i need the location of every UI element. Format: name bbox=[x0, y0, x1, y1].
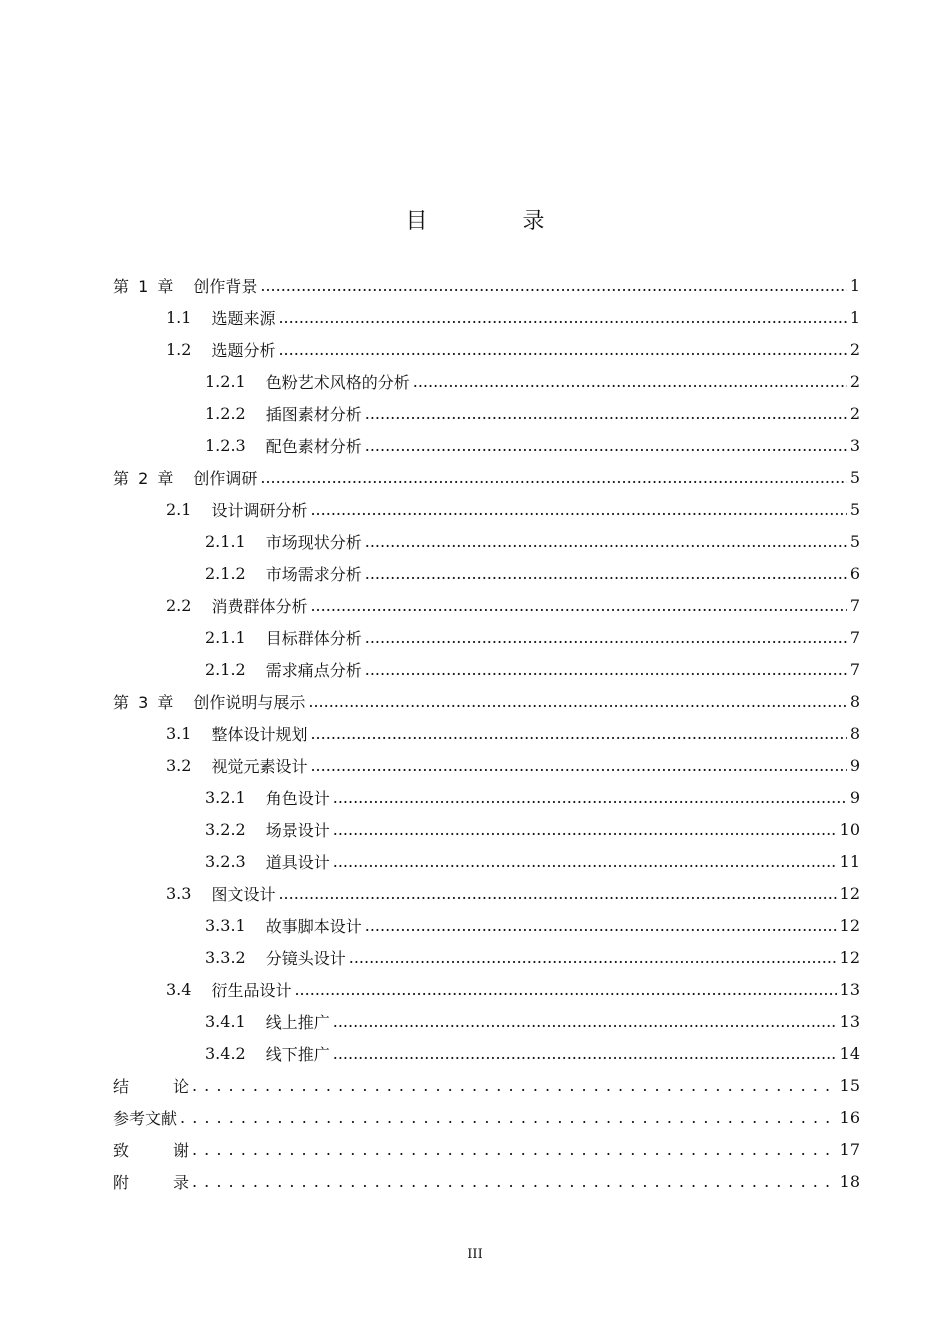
toc-entry[interactable] bbox=[113, 621, 860, 653]
toc-entry-page: 18 bbox=[839, 1171, 860, 1191]
toc-entry-page: 7 bbox=[849, 659, 860, 679]
dot-leader bbox=[365, 653, 847, 685]
toc-entry-page: 9 bbox=[849, 755, 860, 775]
toc-entry[interactable] bbox=[113, 941, 860, 973]
toc-entry-number: 3.1 bbox=[166, 723, 192, 743]
toc-entry-number: 2.1.1 bbox=[205, 531, 246, 551]
toc-entry-number: 1.2.1 bbox=[205, 371, 246, 391]
dot-leader bbox=[365, 909, 837, 941]
toc-entry-label: 道具设计 bbox=[265, 852, 330, 872]
dot-leader bbox=[333, 845, 837, 877]
toc-entry-label: 色粉艺术风格的分析 bbox=[265, 372, 410, 392]
toc-entry-page: 12 bbox=[839, 915, 860, 935]
toc-entry-number: 2.1 bbox=[166, 499, 192, 519]
dot-leader bbox=[310, 493, 846, 525]
toc-entry[interactable] bbox=[113, 845, 860, 877]
toc-entry-page: 2 bbox=[849, 403, 860, 423]
toc-entry[interactable] bbox=[113, 877, 860, 909]
toc-entry-page: 12 bbox=[839, 947, 860, 967]
toc-entry-number: 3.2.3 bbox=[205, 851, 246, 871]
toc-entry-page: 5 bbox=[849, 531, 860, 551]
toc-entry-page: 7 bbox=[849, 627, 860, 647]
toc-entry-label: 配色素材分析 bbox=[265, 436, 362, 456]
toc-entry-label: 参考文献 bbox=[113, 1108, 178, 1128]
toc-entry-number: 3.4 bbox=[166, 979, 192, 999]
toc-entry-label: 市场现状分析 bbox=[265, 532, 362, 552]
toc-entry-label: 视觉元素设计 bbox=[211, 756, 308, 776]
toc-entry-label: 需求痛点分析 bbox=[265, 660, 362, 680]
toc-entry[interactable] bbox=[113, 365, 860, 397]
toc-entry-page: 14 bbox=[839, 1043, 860, 1063]
toc-entry[interactable] bbox=[113, 1165, 860, 1197]
toc-entry-number: 3.4.2 bbox=[205, 1043, 246, 1063]
toc-entry-label: 致 谢 bbox=[113, 1140, 189, 1160]
toc-entry[interactable] bbox=[113, 749, 860, 781]
toc-entry-label: 消费群体分析 bbox=[211, 596, 308, 616]
dot-leader bbox=[310, 749, 846, 781]
toc-entry-page: 10 bbox=[839, 819, 860, 839]
table-of-contents bbox=[113, 269, 860, 1197]
dot-leader bbox=[365, 525, 847, 557]
toc-entry[interactable] bbox=[113, 333, 860, 365]
toc-entry-number: 3.2 bbox=[166, 755, 192, 775]
toc-entry-label: 场景设计 bbox=[265, 820, 330, 840]
toc-entry[interactable] bbox=[113, 1037, 860, 1069]
toc-entry-page: 2 bbox=[849, 339, 860, 359]
dot-leader bbox=[413, 365, 847, 397]
toc-entry-label: 线上推广 bbox=[265, 1012, 330, 1032]
toc-entry-label: 线下推广 bbox=[265, 1044, 330, 1064]
toc-entry-label: 创作说明与展示 bbox=[193, 692, 306, 712]
toc-entry-number: 2.1.2 bbox=[205, 659, 246, 679]
toc-entry-label: 附 录 bbox=[113, 1172, 189, 1192]
toc-entry[interactable] bbox=[113, 301, 860, 333]
toc-entry-number: 2.1.2 bbox=[205, 563, 246, 583]
toc-entry-label: 整体设计规划 bbox=[211, 724, 308, 744]
toc-entry[interactable] bbox=[113, 1133, 860, 1165]
dot-leader bbox=[278, 877, 836, 909]
toc-entry-page: 2 bbox=[849, 371, 860, 391]
toc-entry-page: 16 bbox=[839, 1107, 860, 1127]
dot-leader bbox=[365, 557, 847, 589]
toc-entry-number: 1.2.2 bbox=[205, 403, 246, 423]
toc-entry-page: 8 bbox=[849, 723, 860, 743]
toc-entry-label: 选题来源 bbox=[211, 308, 276, 328]
toc-entry-number: 3.2.2 bbox=[205, 819, 246, 839]
toc-entry[interactable] bbox=[113, 1005, 860, 1037]
toc-entry[interactable] bbox=[113, 813, 860, 845]
toc-entry-page: 13 bbox=[839, 1011, 860, 1031]
toc-entry-page: 15 bbox=[839, 1075, 860, 1095]
dot-leader bbox=[333, 813, 837, 845]
toc-entry-number: 第 2 章 bbox=[113, 468, 176, 488]
toc-entry-page: 3 bbox=[849, 435, 860, 455]
dot-leader bbox=[333, 1037, 837, 1069]
toc-entry-label: 设计调研分析 bbox=[211, 500, 308, 520]
toc-entry-page: 6 bbox=[849, 563, 860, 583]
toc-entry-page: 7 bbox=[849, 595, 860, 615]
toc-entry-page: 1 bbox=[849, 275, 860, 295]
toc-entry-label: 角色设计 bbox=[265, 788, 330, 808]
toc-entry-label: 创作背景 bbox=[193, 276, 258, 296]
toc-entry-number: 1.2.3 bbox=[205, 435, 246, 455]
toc-entry[interactable] bbox=[113, 461, 860, 493]
dot-leader bbox=[308, 685, 846, 717]
toc-entry-number: 1.1 bbox=[166, 307, 192, 327]
toc-entry[interactable] bbox=[113, 589, 860, 621]
dot-leader bbox=[333, 781, 847, 813]
toc-entry[interactable] bbox=[113, 973, 860, 1005]
toc-entry[interactable] bbox=[113, 269, 860, 301]
toc-entry[interactable] bbox=[113, 429, 860, 461]
dot-leader bbox=[365, 621, 847, 653]
toc-entry-page: 11 bbox=[839, 851, 860, 871]
toc-entry-label: 创作调研 bbox=[193, 468, 258, 488]
toc-entry[interactable] bbox=[113, 909, 860, 941]
toc-entry-page: 5 bbox=[849, 499, 860, 519]
toc-entry-label: 插图素材分析 bbox=[265, 404, 362, 424]
dot-leader bbox=[192, 1133, 837, 1165]
toc-entry-page: 17 bbox=[839, 1139, 860, 1159]
toc-entry-page: 8 bbox=[849, 691, 860, 711]
toc-entry-number: 3.3.1 bbox=[205, 915, 246, 935]
dot-leader bbox=[294, 973, 836, 1005]
toc-entry-page: 12 bbox=[839, 883, 860, 903]
toc-entry-number: 第 1 章 bbox=[113, 276, 176, 296]
toc-entry-label: 选题分析 bbox=[211, 340, 276, 360]
toc-entry[interactable] bbox=[113, 397, 860, 429]
toc-entry[interactable] bbox=[113, 717, 860, 749]
toc-entry[interactable] bbox=[113, 781, 860, 813]
toc-entry-label: 衍生品设计 bbox=[211, 980, 292, 1000]
toc-entry-number: 1.2 bbox=[166, 339, 192, 359]
toc-entry-page: 9 bbox=[849, 787, 860, 807]
toc-entry-number: 3.3.2 bbox=[205, 947, 246, 967]
toc-entry[interactable] bbox=[113, 1069, 860, 1101]
toc-entry[interactable] bbox=[113, 1101, 860, 1133]
toc-entry-label: 目标群体分析 bbox=[265, 628, 362, 648]
toc-entry[interactable] bbox=[113, 525, 860, 557]
dot-leader bbox=[278, 333, 846, 365]
dot-leader bbox=[260, 269, 846, 301]
toc-entry-label: 市场需求分析 bbox=[265, 564, 362, 584]
toc-entry-page: 1 bbox=[849, 307, 860, 327]
toc-entry-page: 13 bbox=[839, 979, 860, 999]
dot-leader bbox=[180, 1101, 837, 1133]
dot-leader bbox=[365, 397, 847, 429]
toc-entry[interactable] bbox=[113, 557, 860, 589]
dot-leader bbox=[278, 301, 846, 333]
toc-entry-label: 分镜头设计 bbox=[265, 948, 346, 968]
page-title: 目 录 bbox=[405, 209, 589, 234]
toc-entry-number: 第 3 章 bbox=[113, 692, 176, 712]
dot-leader bbox=[333, 1005, 837, 1037]
toc-entry-label: 图文设计 bbox=[211, 884, 276, 904]
dot-leader bbox=[310, 717, 846, 749]
dot-leader bbox=[192, 1165, 837, 1197]
toc-entry-page: 5 bbox=[849, 467, 860, 487]
dot-leader bbox=[349, 941, 837, 973]
toc-entry-number: 3.2.1 bbox=[205, 787, 246, 807]
toc-entry[interactable] bbox=[113, 653, 860, 685]
toc-entry-number: 2.2 bbox=[166, 595, 192, 615]
dot-leader bbox=[192, 1069, 837, 1101]
toc-entry-number: 2.1.1 bbox=[205, 627, 246, 647]
dot-leader bbox=[365, 429, 847, 461]
dot-leader bbox=[310, 589, 846, 621]
page-number: III bbox=[467, 1247, 483, 1262]
toc-entry[interactable] bbox=[113, 685, 860, 717]
dot-leader bbox=[260, 461, 846, 493]
toc-entry-number: 3.3 bbox=[166, 883, 192, 903]
toc-entry[interactable] bbox=[113, 493, 860, 525]
toc-entry-label: 故事脚本设计 bbox=[265, 916, 362, 936]
toc-entry-number: 3.4.1 bbox=[205, 1011, 246, 1031]
toc-entry-label: 结 论 bbox=[113, 1076, 189, 1096]
